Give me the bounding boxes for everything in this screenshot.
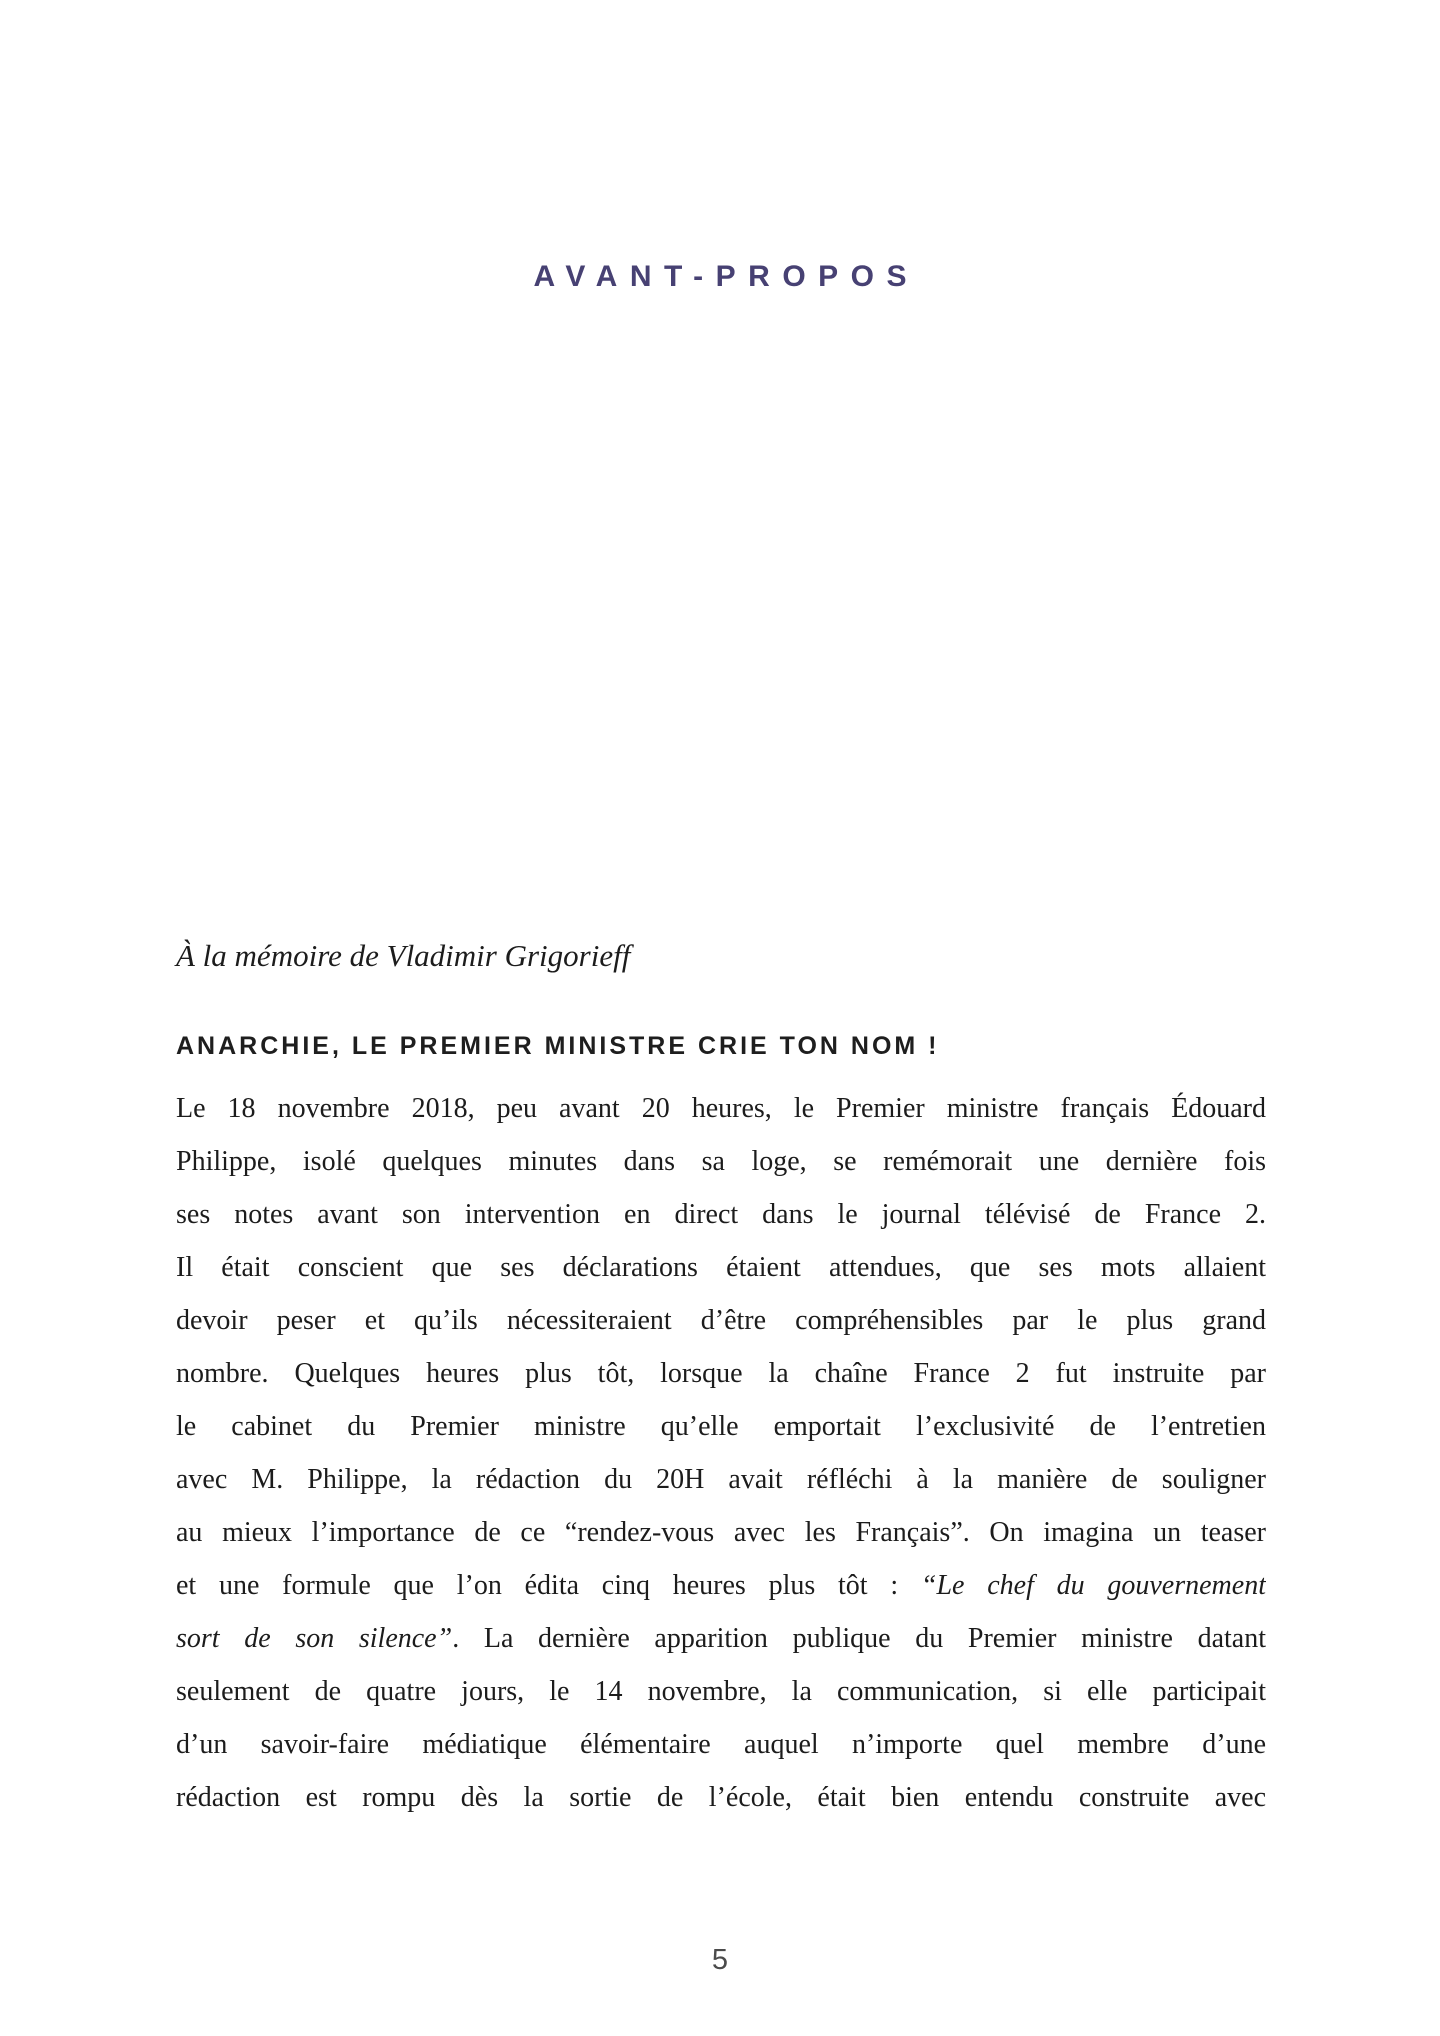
body-segment: Il était conscient que ses déclarations étaient attendues, que ses mots allaient [176,1252,1266,1283]
body-line [176,1347,1266,1400]
body-segment: seulement de quatre jours, le 14 novembre, la communication, si elle participait [176,1676,1266,1707]
body-line [176,1506,1266,1559]
body-line [176,1612,1266,1665]
body-line [176,1082,1266,1135]
body-segment: . La dernière apparition publique du Premier ministre datant [452,1623,1266,1654]
body-segment: au mieux l’importance de ce “rendez-vous avec les Français”. On imagina un teaser [176,1517,1266,1548]
page-number: 5 [711,1944,729,1976]
body-line [176,1559,1266,1612]
body-segment: nombre. Quelques heures plus tôt, lorsque la chaîne France 2 fut instruite par [176,1358,1266,1389]
body-line [176,1665,1266,1718]
body-line [176,1718,1266,1771]
body-segment: rédaction est rompu dès la sortie de l’école, était bien entendu construite avec [176,1782,1266,1813]
body-line [176,1241,1266,1294]
body-segment: d’un savoir-faire médiatique élémentaire auquel n’importe quel membre d’une [176,1729,1266,1760]
body-segment-italic: “Le chef du gouvernement [920,1570,1266,1601]
body-line [176,1771,1266,1824]
body-line [176,1294,1266,1347]
body-line [176,1135,1266,1188]
body-paragraph [176,1082,1266,1824]
body-segment: devoir peser et qu’ils nécessiteraient d’être compréhensibles par le plus grand [176,1305,1266,1336]
body-segment: Le 18 novembre 2018, peu avant 20 heures, le Premier ministre français Édouard [176,1093,1266,1124]
body-segment: avec M. Philippe, la rédaction du 20H avait réfléchi à la manière de souligner [176,1464,1266,1495]
body-line [176,1188,1266,1241]
body-line [176,1453,1266,1506]
section-subheading: ANARCHIE, LE PREMIER MINISTRE CRIE TON NOM ! [176,1032,940,1060]
body-segment: et une formule que l’on édita cinq heures plus tôt : [176,1570,921,1601]
body-segment: le cabinet du Premier ministre qu’elle emportait l’exclusivité de l’entretien [176,1411,1266,1442]
body-segment: Philippe, isolé quelques minutes dans sa loge, se remémorait une dernière fois [176,1146,1266,1177]
body-line [176,1400,1266,1453]
chapter-title: AVANT-PROPOS [533,260,920,293]
dedication-line: À la mémoire de Vladimir Grigorieff [176,938,631,973]
body-segment-italic: sort de son silence” [176,1623,453,1654]
body-segment: ses notes avant son intervention en direct dans le journal télévisé de France 2. [176,1199,1266,1230]
